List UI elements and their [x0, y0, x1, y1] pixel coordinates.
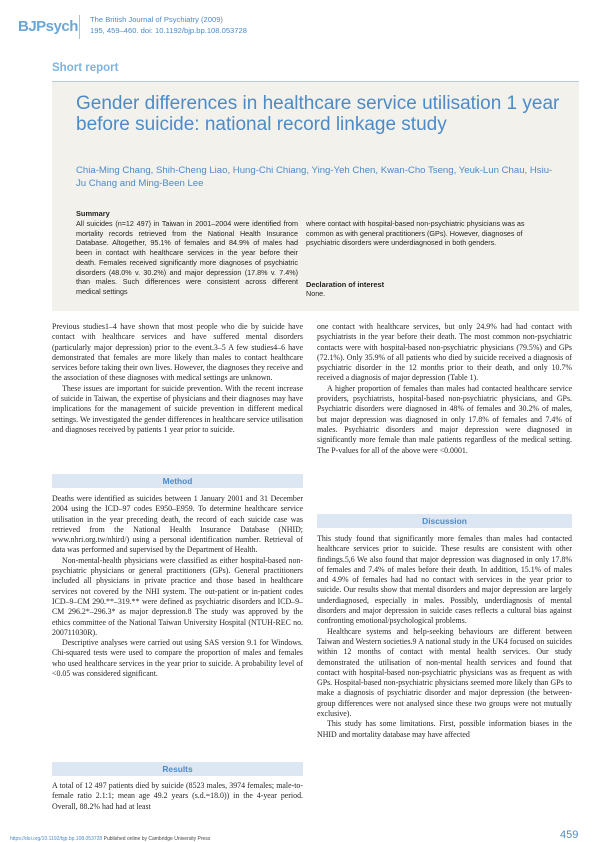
- discussion-paragraph-3: This study has some limitations. First, possible information biases in the NHID and mortality database may have affected: [317, 719, 572, 739]
- article-type: Short report: [52, 62, 119, 74]
- discussion-section: [317, 534, 572, 740]
- page-number: 459: [560, 829, 579, 841]
- author-list: Chia-Ming Chang, Shih-Cheng Liao, Hung-Chi Chiang, Ying-Yeh Chen, Kwan-Cho Tseng, Yeuk-Lun Chau, Hsiu-Ju Chang and Ming-Been Lee: [76, 165, 553, 189]
- footer-line: [10, 836, 210, 842]
- results-paragraph-2: A higher proportion of females than males had contacted healthcare service providers, psychiatrists, hospital-based non-psychiatric physicians, and GPs. Psychiatric disorders were diagnosed in 48% of females and 30.2% of males, but major depression was diagnosed in only 17.8% of females and 7.4% of males. Psychiatric disorders and major depression were diagnosed in significantly more female than male patients regardless of the medical setting. The P-values for all of the above were <0.0001.: [317, 383, 572, 455]
- summary-heading: Summary: [76, 209, 110, 218]
- summary-text-left: All suicides (n=12 497) in Taiwan in 2001–2004 were identified from mortality records retrieved from the National Health Insurance Database. Altogether, 95.1% of females and 84.9% of males had been in contact with healthcare services in the year before their death. Females received significantly more diagnoses of psychiatric disorders (48.0% v. 30.2%) and major depression (17.8% v. 7.4%) than males. Such differences were consistent across different medical settings: [76, 219, 298, 296]
- discussion-paragraph-2: Healthcare systems and help-seeking behaviours are different between Taiwan and Western societies.9 A national study in the UK4 focused on suicides within 12 months of contact with mental health services. Our study demonstrated the utilisation of non-mental health services and found that contact with hospital-based non-psychiatric physicians was as frequent as with GPs. Hospital-based non-psychiatric physicians seemed more likely than GPs to make a diagnosis of psychiatric disorder and major depression (the between-group differences were not analysed since these two groups were not mutually exclusive).: [317, 626, 572, 719]
- results-paragraph-1b: one contact with healthcare services, but only 24.9% had had contact with psychiatrists in the year before their death. The most common non-psychiatric contacts were with hospital-based non-psychiatric physicians (79.5%) and GPs (72.1%). Only 35.9% of all patients who died by suicide received a diagnosis of psychiatric disorder in the 12 months prior to their death, and only 10.7% received a diagnosis of major depression (Table 1).: [317, 322, 572, 383]
- method-heading: Method: [52, 474, 303, 488]
- method-section: [52, 494, 303, 679]
- discussion-paragraph-1: This study found that significantly more females than males had contacted healthcare services prior to suicide. These results are consistent with other findings.5,6 We also found that major depression was diagnosed in only 17.8% of females and 7.4% of males before their death. In addition, 15.1% of males and 4.9% of females had had no contact with services in the year prior to suicide. Our results show that mental disorders and major depression are largely underdiagnosed, especially in males. Possibly, underdiagnosis of mental disorders and major depression in suicide cases reflects a cultural bias against confronting emotional/psychological problems.: [317, 534, 572, 626]
- journal-name: The British Journal of Psychiatry (2009): [90, 15, 223, 24]
- results-section-start: [52, 781, 303, 812]
- results-heading: Results: [52, 762, 303, 776]
- declaration-text: None.: [306, 289, 326, 298]
- results-section-continued: [317, 322, 572, 456]
- logo-divider: [79, 15, 80, 39]
- intro-paragraph-1: Previous studies1–4 have shown that most people who die by suicide have contact with healthcare services and have suffered mental disorders (particularly major depression) prior to the event.3–5 A few studies4–6 have demonstrated that females are more likely than males to contact healthcare services before taking their own lives. However, the diagnoses they receive and the association of these diagnoses with medical settings are unknown.: [52, 322, 303, 383]
- introduction: [52, 322, 303, 435]
- method-paragraph-2: Non-mental-health physicians were classified as either hospital-based non-psychiatric physicians or general practitioners (GPs). General practitioners included all physicians in private practice and those based in healthcare services not covered by the NHI system. The out-patient or in-patient codes ICD–9–CM 290.**–319.** were defined as psychiatric disorders and ICD–9–CM 296.2*–296.3* as major depression.8 The study was approved by the ethics committee of the National Taiwan University Hospital (NTUH-REC no. 200711030R).: [52, 555, 303, 637]
- doi-link[interactable]: https://doi.org/10.1192/bjp.bp.108.053728: [10, 836, 103, 842]
- article-title: Gender differences in healthcare service utilisation 1 year before suicide: national record linkage study: [76, 93, 560, 135]
- method-paragraph-1: Deaths were identified as suicides between 1 January 2001 and 31 December 2004 using the ICD–97 codes E950–E959. To determine healthcare service utilisation in the year preceding death, the record of each suicide case was retrieved from the National Health Insurance Database (NHID; www.nhri.org.tw/nhird/) using a personal identification number. Retrieval of data was performed and supervised by the Department of Health.: [52, 494, 303, 555]
- intro-paragraph-2: These issues are important for suicide prevention. With the recent increase of suicide in Taiwan, the expertise of physicians and their diagnoses may have implications for the management of suicide prevention in different medical settings. We investigated the gender differences in healthcare service utilisation and diagnoses received by patients 1 year prior to suicide.: [52, 383, 303, 434]
- journal-citation: [90, 15, 247, 36]
- summary-text-right: where contact with hospital-based non-psychiatric physicians was as common as with general practitioners (GPs). However, diagnoses of psychiatric disorders were underdiagnosed in both genders.: [306, 219, 525, 248]
- journal-volume-doi: 195, 459–460. doi: 10.1192/bjp.bp.108.053728: [90, 25, 247, 35]
- published-online: Published online by Cambridge University Press: [103, 836, 211, 842]
- discussion-heading: Discussion: [317, 514, 572, 528]
- declaration-heading: Declaration of interest: [306, 280, 385, 289]
- method-paragraph-3: Descriptive analyses were carried out using SAS version 9.1 for Windows. Chi-squared tests were used to compare the proportion of males and females who used healthcare services in the year prior to suicide. A probability level of <0.05 was considered significant.: [52, 638, 303, 679]
- journal-logo: BJPsych: [18, 18, 78, 35]
- results-paragraph-1a: A total of 12 497 patients died by suicide (8523 males, 3974 females; male-to-female ratio 2.1:1; mean age 49.2 years (s.d.=18.0)) in the 4-year period. Overall, 88.2% had had at least: [52, 781, 303, 811]
